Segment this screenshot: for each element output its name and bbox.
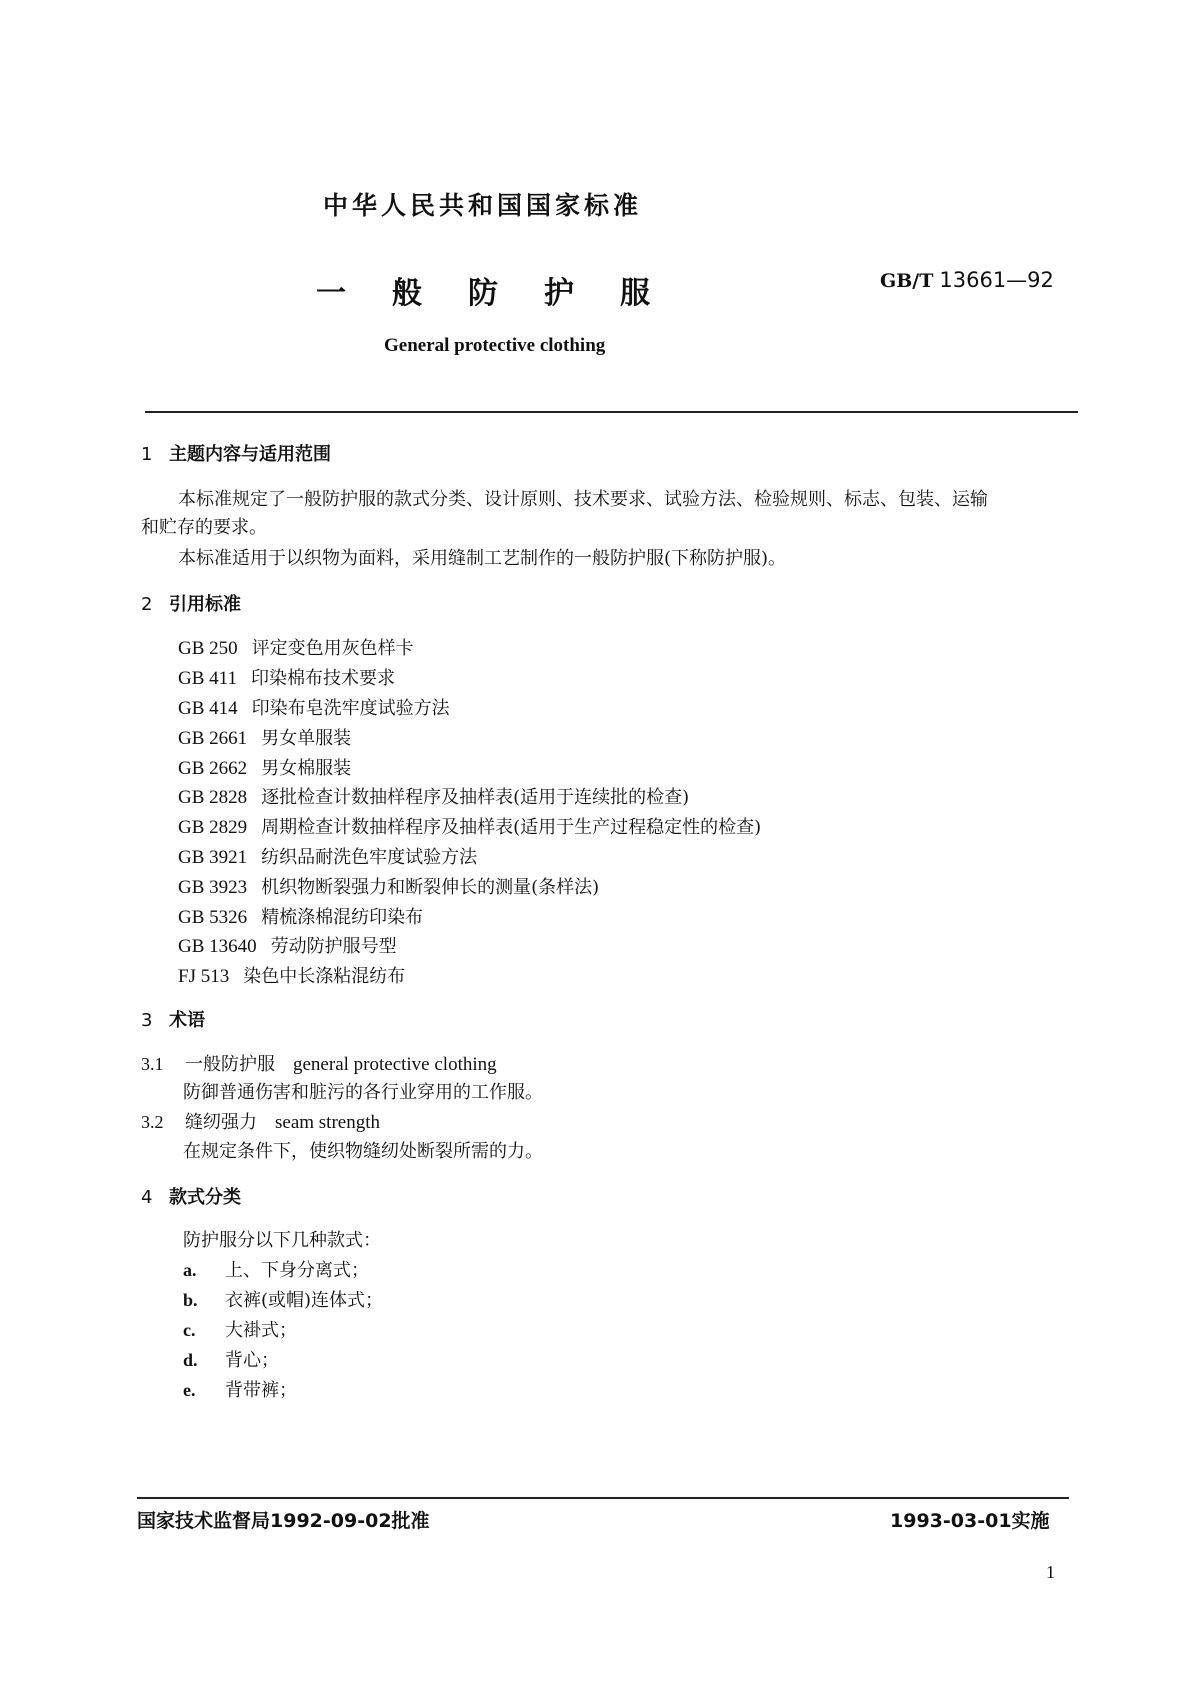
- reference-title: 逐批检查计数抽样程序及抽样表(适用于连续批的检查): [261, 787, 690, 808]
- section-title: 主题内容与适用范围: [169, 444, 331, 465]
- term-number: 3.2: [141, 1112, 164, 1132]
- reference-code: FJ 513: [178, 966, 230, 987]
- standard-number-value: 13661—92: [939, 268, 1054, 292]
- reference-title: 印染棉布技术要求: [250, 668, 395, 689]
- reference-code: GB 3923: [178, 877, 248, 898]
- reference-title: 机织物断裂强力和断裂伸长的测量(条样法): [261, 877, 600, 898]
- implementation-date: 1993-03-01实施: [890, 1510, 1050, 1532]
- term-definition: 在规定条件下，使织物缝纫处断裂所需的力。: [183, 1141, 543, 1162]
- reference-item: [178, 813, 761, 839]
- reference-item: [178, 634, 414, 660]
- term-entry: [141, 1050, 497, 1076]
- list-letter: b.: [183, 1290, 198, 1310]
- paragraph: 本标准适用于以织物为面料，采用缝制工艺制作的一般防护服(下称防护服)。: [178, 548, 787, 569]
- paragraph: 和贮存的要求。: [141, 517, 267, 538]
- list-letter: d.: [183, 1350, 198, 1370]
- document-title: [316, 268, 650, 312]
- list-item: [183, 1316, 297, 1342]
- term-chinese: 一般防护服: [185, 1054, 275, 1075]
- term-definition: 防御普通伤害和脏污的各行业穿用的工作服。: [183, 1082, 543, 1103]
- reference-item: [178, 694, 450, 720]
- reference-item: [178, 664, 395, 690]
- term-entry: [141, 1108, 380, 1134]
- reference-title: 印染布皂洗牢度试验方法: [251, 698, 450, 719]
- title-char: 一: [316, 276, 346, 311]
- reference-title: 周期检查计数抽样程序及抽样表(适用于生产过程稳定性的检查): [261, 817, 762, 838]
- reference-item: [178, 843, 477, 869]
- term-number: 3.1: [141, 1054, 164, 1074]
- reference-code: GB 250: [178, 638, 238, 659]
- reference-code: GB 2662: [178, 758, 248, 779]
- list-text: 上、下身分离式；: [225, 1260, 369, 1281]
- section-4-heading: [141, 1183, 241, 1209]
- reference-code: GB 5326: [178, 907, 248, 928]
- list-letter: e.: [183, 1380, 196, 1400]
- reference-title: 评定变色用灰色样卡: [251, 638, 414, 659]
- reference-code: GB 13640: [178, 936, 257, 957]
- list-item: [183, 1256, 369, 1282]
- reference-item: [178, 754, 351, 780]
- reference-title: 男女棉服装: [261, 758, 352, 779]
- reference-code: GB 2828: [178, 787, 248, 808]
- reference-title: 男女单服装: [261, 728, 352, 749]
- list-item: [183, 1376, 297, 1402]
- list-item: [183, 1286, 383, 1312]
- section-number: 3: [141, 1010, 153, 1031]
- section-3-heading: [141, 1006, 205, 1032]
- reference-title: 染色中长涤粘混纺布: [243, 966, 406, 987]
- title-char: 般: [392, 276, 422, 311]
- title-char: 服: [620, 276, 650, 311]
- section-number: 1: [141, 444, 153, 465]
- list-letter: a.: [183, 1260, 197, 1280]
- reference-code: GB 2829: [178, 817, 248, 838]
- approval-info: 国家技术监督局1992-09-02批准: [137, 1510, 430, 1532]
- title-char: 护: [544, 276, 574, 311]
- reference-title: 纺织品耐洗色牢度试验方法: [261, 847, 478, 868]
- list-letter: c.: [183, 1320, 196, 1340]
- section-1-heading: [141, 440, 331, 466]
- english-title: General protective clothing: [384, 335, 606, 356]
- reference-code: GB 414: [178, 698, 238, 719]
- header-divider: [145, 411, 1078, 413]
- term-english: seam strength: [275, 1112, 381, 1133]
- term-chinese: 缝纫强力: [185, 1112, 257, 1133]
- section-title: 款式分类: [169, 1187, 241, 1208]
- reference-title: 精梳涤棉混纺印染布: [261, 907, 424, 928]
- section-title: 引用标准: [169, 594, 241, 615]
- standard-prefix: GB/T: [880, 270, 934, 292]
- reference-item: [178, 932, 397, 958]
- reference-code: GB 2661: [178, 728, 248, 749]
- paragraph: 本标准规定了一般防护服的款式分类、设计原则、技术要求、试验方法、检验规则、标志、包装、运输: [178, 489, 988, 510]
- list-text: 背带裤；: [225, 1380, 297, 1401]
- national-standard-heading: 中华人民共和国国家标准: [323, 191, 643, 220]
- list-item: [183, 1346, 279, 1372]
- section-number: 2: [141, 594, 153, 615]
- reference-item: [178, 783, 689, 809]
- reference-code: GB 3921: [178, 847, 248, 868]
- reference-item: [178, 903, 423, 929]
- standard-number: [880, 268, 1054, 292]
- section-2-heading: [141, 590, 241, 616]
- section-title: 术语: [169, 1010, 205, 1031]
- reference-code: GB 411: [178, 668, 237, 689]
- reference-title: 劳动防护服号型: [270, 936, 397, 957]
- list-text: 衣裤(或帽)连体式；: [225, 1290, 384, 1311]
- reference-item: [178, 724, 351, 750]
- list-text: 背心；: [225, 1350, 279, 1371]
- reference-item: [178, 873, 599, 899]
- term-english: general protective clothing: [293, 1054, 497, 1075]
- list-text: 大褂式；: [225, 1320, 297, 1341]
- title-char: 防: [468, 276, 498, 311]
- reference-item: [178, 962, 405, 988]
- footer-divider: [137, 1497, 1069, 1499]
- page-number: 1: [1046, 1562, 1055, 1582]
- section-number: 4: [141, 1187, 153, 1208]
- list-intro: 防护服分以下几种款式：: [183, 1230, 381, 1251]
